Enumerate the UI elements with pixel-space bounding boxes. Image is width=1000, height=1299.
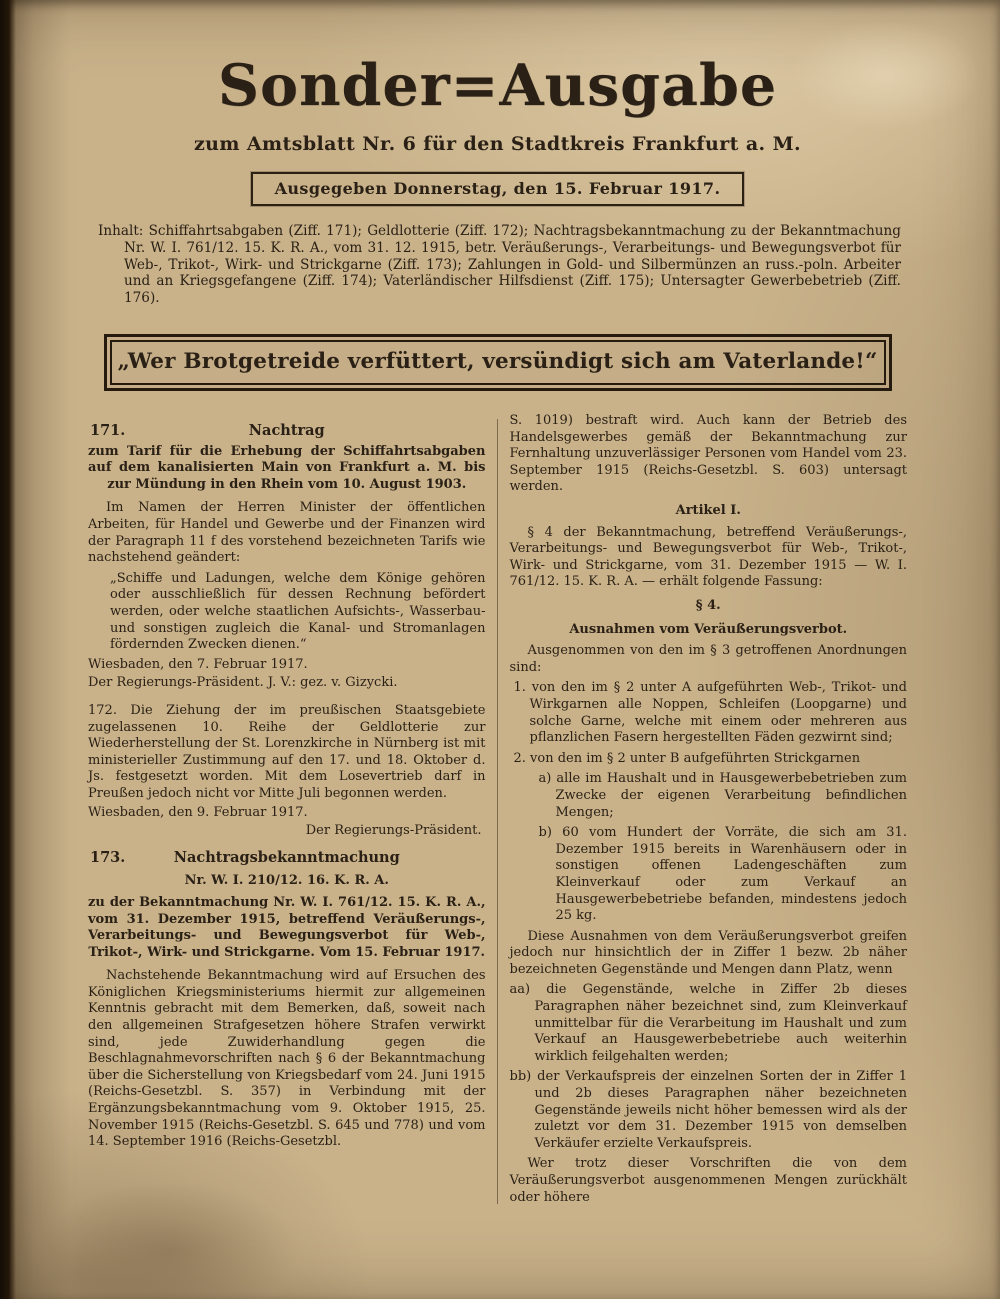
issue-date-box: Ausgegeben Donnerstag, den 15. Februar 1917.: [251, 172, 745, 206]
item-number: 173.: [90, 848, 126, 866]
text-block-para: Diese Ausnahmen von dem Veräußerungsverbot greifen jedoch nur hinsichtlich der in Ziffer 1 bezw. 2b näher bezeichneten Gegenstände und Mengen dann Platz, wenn: [509, 928, 907, 977]
page-content: [88, 52, 907, 1208]
slogan-text: „Wer Brotgetreide verfüttert, versündigt sich am Vaterlande!“: [110, 340, 886, 385]
text-block-list-num: 1. von den im § 2 unter A aufgeführten Web-, Trikot- und Wirkgarnen alle Noppen, Schleifen (Loopgarne) und solche Garne, welche mit einem oder mehreren aus pflanzlichen Fasern hergestellten Fäden gezwirnt sind;: [513, 680, 907, 746]
text-block-quote: „Schiffe und Ladungen, welche dem Könige gehören oder ausschließlich für dessen Rechnung befördert werden, oder welche staatlichen Aufsichts-, Wasserbau- und sonstigen zugleich die Kanal- und Stromanlagen fördernden Zwecken dienen.“: [110, 570, 486, 653]
text-block-center-bold: Nr. W. I. 210/12. 16. K. R. A.: [184, 873, 389, 889]
text-block-para-gap: 172. Die Ziehung der im preußischen Staatsgebiete zugelassenen 10. Reihe der Geldlotterie zur Wiederherstellung der St. Lorenzkirche in Nürnberg ist mit ministerieller Zustimmung auf den 17. und 18. Oktober d. Js. festgesetzt worden. Mit dem Losevertrieb darf in Preußen jedoch nicht vor Mitte Juli begonnen werden.: [88, 702, 486, 801]
article-columns: [88, 413, 907, 1208]
text-block-list-aa: aa) die Gegenstände, welche in Ziffer 2b dieses Paragraphen näher bezeichnet sind, zum Kleinverkauf unmittelbar für die Verarbeitung im Haushalt und zum Verkauf an Hausgewerbebetriebe auch weiterhin wirklich feilgehalten werden;: [509, 982, 907, 1064]
binding-shadow: [0, 0, 16, 1299]
text-block-list-num: 2. von den im § 2 unter B aufgeführten Strickgarnen: [513, 750, 861, 766]
page-title: Sonder=Ausgabe: [217, 52, 778, 119]
text-block-para: Nachstehende Bekanntmachung wird auf Ersuchen des Königlichen Kriegsministeriums hiermit zur allgemeinen Kenntnis gebracht mit dem Bemerken, daß, soweit nach den allgemeinen Strafgesetzen höhere Strafen verwirkt sind, jede Zuwiderhandlung gegen die Beschlagnahmevorschriften nach § 6 der Bekanntmachung über die Sicherstellung von Kriegsbedarf vom 24. Juni 1915 (Reichs-Gesetzbl. S. 357) in Verbindung mit der Ergänzungsbekanntmachung vom 9. Oktober 1915, 25. November 1915 (Reichs-Gesetzbl. S. 645 und 778) und vom 14. September 1916 (Reichs-Gesetzbl.: [88, 968, 486, 1150]
text-block-flush: Wiesbaden, den 9. Februar 1917.: [88, 804, 308, 820]
text-block-right: Der Regierungs-Präsident.: [305, 823, 482, 839]
text-block-flush: S. 1019) bestraft wird. Auch kann der Betrieb des Handelsgewerbes gemäß der Bekanntmachung zur Fernhaltung unzuverlässiger Personen vom Handel vom 23. September 1915 (Reichs-Gesetzbl. S. 603) untersagt werden.: [509, 413, 907, 495]
masthead: [88, 52, 907, 206]
text-block-list-alpha: b) 60 vom Hundert der Vorräte, die sich am 31. Dezember 1915 bereits in Warenhäusern oder in sonstigen offenen Ladengeschäften zum Kleinverkauf oder zum Verkauf an Hausgewerbebetriebe befanden, mindestens jedoch 25 kg.: [538, 825, 907, 924]
slogan-box: [104, 334, 892, 391]
text-block-list-alpha: a) alle im Haushalt und in Hausgewerbebetrieben zum Zwecke der eigenen Verarbeitung befindlichen Mengen;: [538, 771, 907, 820]
table-of-contents: Inhalt: Schiffahrtsabgaben (Ziff. 171); Geldlotterie (Ziff. 172); Nachtragsbekanntmachung zu der Bekanntmachung Nr. W. I. 761/12. 15. K. R. A., vom 31. 12. 1915, betr. Veräußerungs-, Verarbeitungs- und Bewegungsverbot für Web-, Trikot-, Wirk- und Strickgarne (Ziff. 173); Zahlungen in Gold- und Silbermünzen an russ.-poln. Arbeiter und an Kriegsgefangene (Ziff. 174); Vaterländischer Hilfsdienst (Ziff. 175); Untersagter Gewerbebetrieb (Ziff. 176).: [98, 222, 901, 307]
column-right: [510, 413, 908, 1208]
text-block-center-bold: § 4.: [695, 598, 721, 613]
text-block-para: Wer trotz dieser Vorschriften die von dem Veräußerungsverbot ausgenommenen Mengen zurückhält oder höhere: [509, 1156, 907, 1205]
text-block-list-aa: bb) der Verkaufspreis der einzelnen Sorten der in Ziffer 1 und 2b dieses Paragraphen näher bezeichneten Gegenstände jeweils nicht höher bemessen wird als der zuletzt vor dem 31. Dezember 1915 von demselben Verkäufer erzielte Verkaufspreis.: [509, 1069, 907, 1151]
text-block-flush: Wiesbaden, den 7. Februar 1917.: [88, 656, 308, 672]
text-block-para: Im Namen der Herren Minister der öffentlichen Arbeiten, für Handel und Gewerbe und der Finanzen wird der Paragraph 11 f des vorstehend bezeichneten Tarifs wie nachstehend geändert:: [88, 500, 486, 566]
section-171-heading: [88, 423, 486, 440]
text-block-center-bold: Ausnahmen vom Veräußerungsverbot.: [569, 621, 848, 637]
section-173-heading: [88, 850, 486, 867]
item-number: 171.: [90, 422, 126, 440]
column-left: [88, 413, 486, 1208]
text-block-bold-just: zu der Bekanntmachung Nr. W. I. 761/12. 15. K. R. A., vom 31. Dezember 1915, betreffend Veräußerungs-, Verarbeitungs- und Bewegungsverbot für Web-, Trikot-, Wirk- und Strickgarne. Vom 15. Februar 1917.: [88, 894, 486, 960]
text-block-flush: Der Regierungs-Präsident. J. V.: gez. v. Gizycki.: [88, 675, 398, 691]
text-block-bold-just: zum Tarif für die Erhebung der Schiffahrtsabgaben auf dem kanalisierten Main von Frankfurt a. M. bis zur Mündung in den Rhein vom 10. August 1903.: [88, 443, 486, 492]
text-block-para: § 4 der Bekanntmachung, betreffend Veräußerungs-, Verarbeitungs- und Bewegungsverbot für Web-, Trikot-, Wirk- und Strickgarne, vom 31. Dezember 1915 — W. I. 761/12. 15. K. R. A. — erhält folgende Fassung:: [509, 524, 907, 590]
item-title: Nachtragsbekanntmachung: [173, 848, 400, 866]
artikel-1-heading: Artikel I.: [675, 503, 741, 519]
item-title: Nachtrag: [248, 422, 325, 440]
masthead-subtitle: zum Amtsblatt Nr. 6 für den Stadtkreis Frankfurt a. M.: [193, 132, 802, 155]
text-block-para: Ausgenommen von den im § 3 getroffenen Anordnungen sind:: [509, 643, 907, 675]
